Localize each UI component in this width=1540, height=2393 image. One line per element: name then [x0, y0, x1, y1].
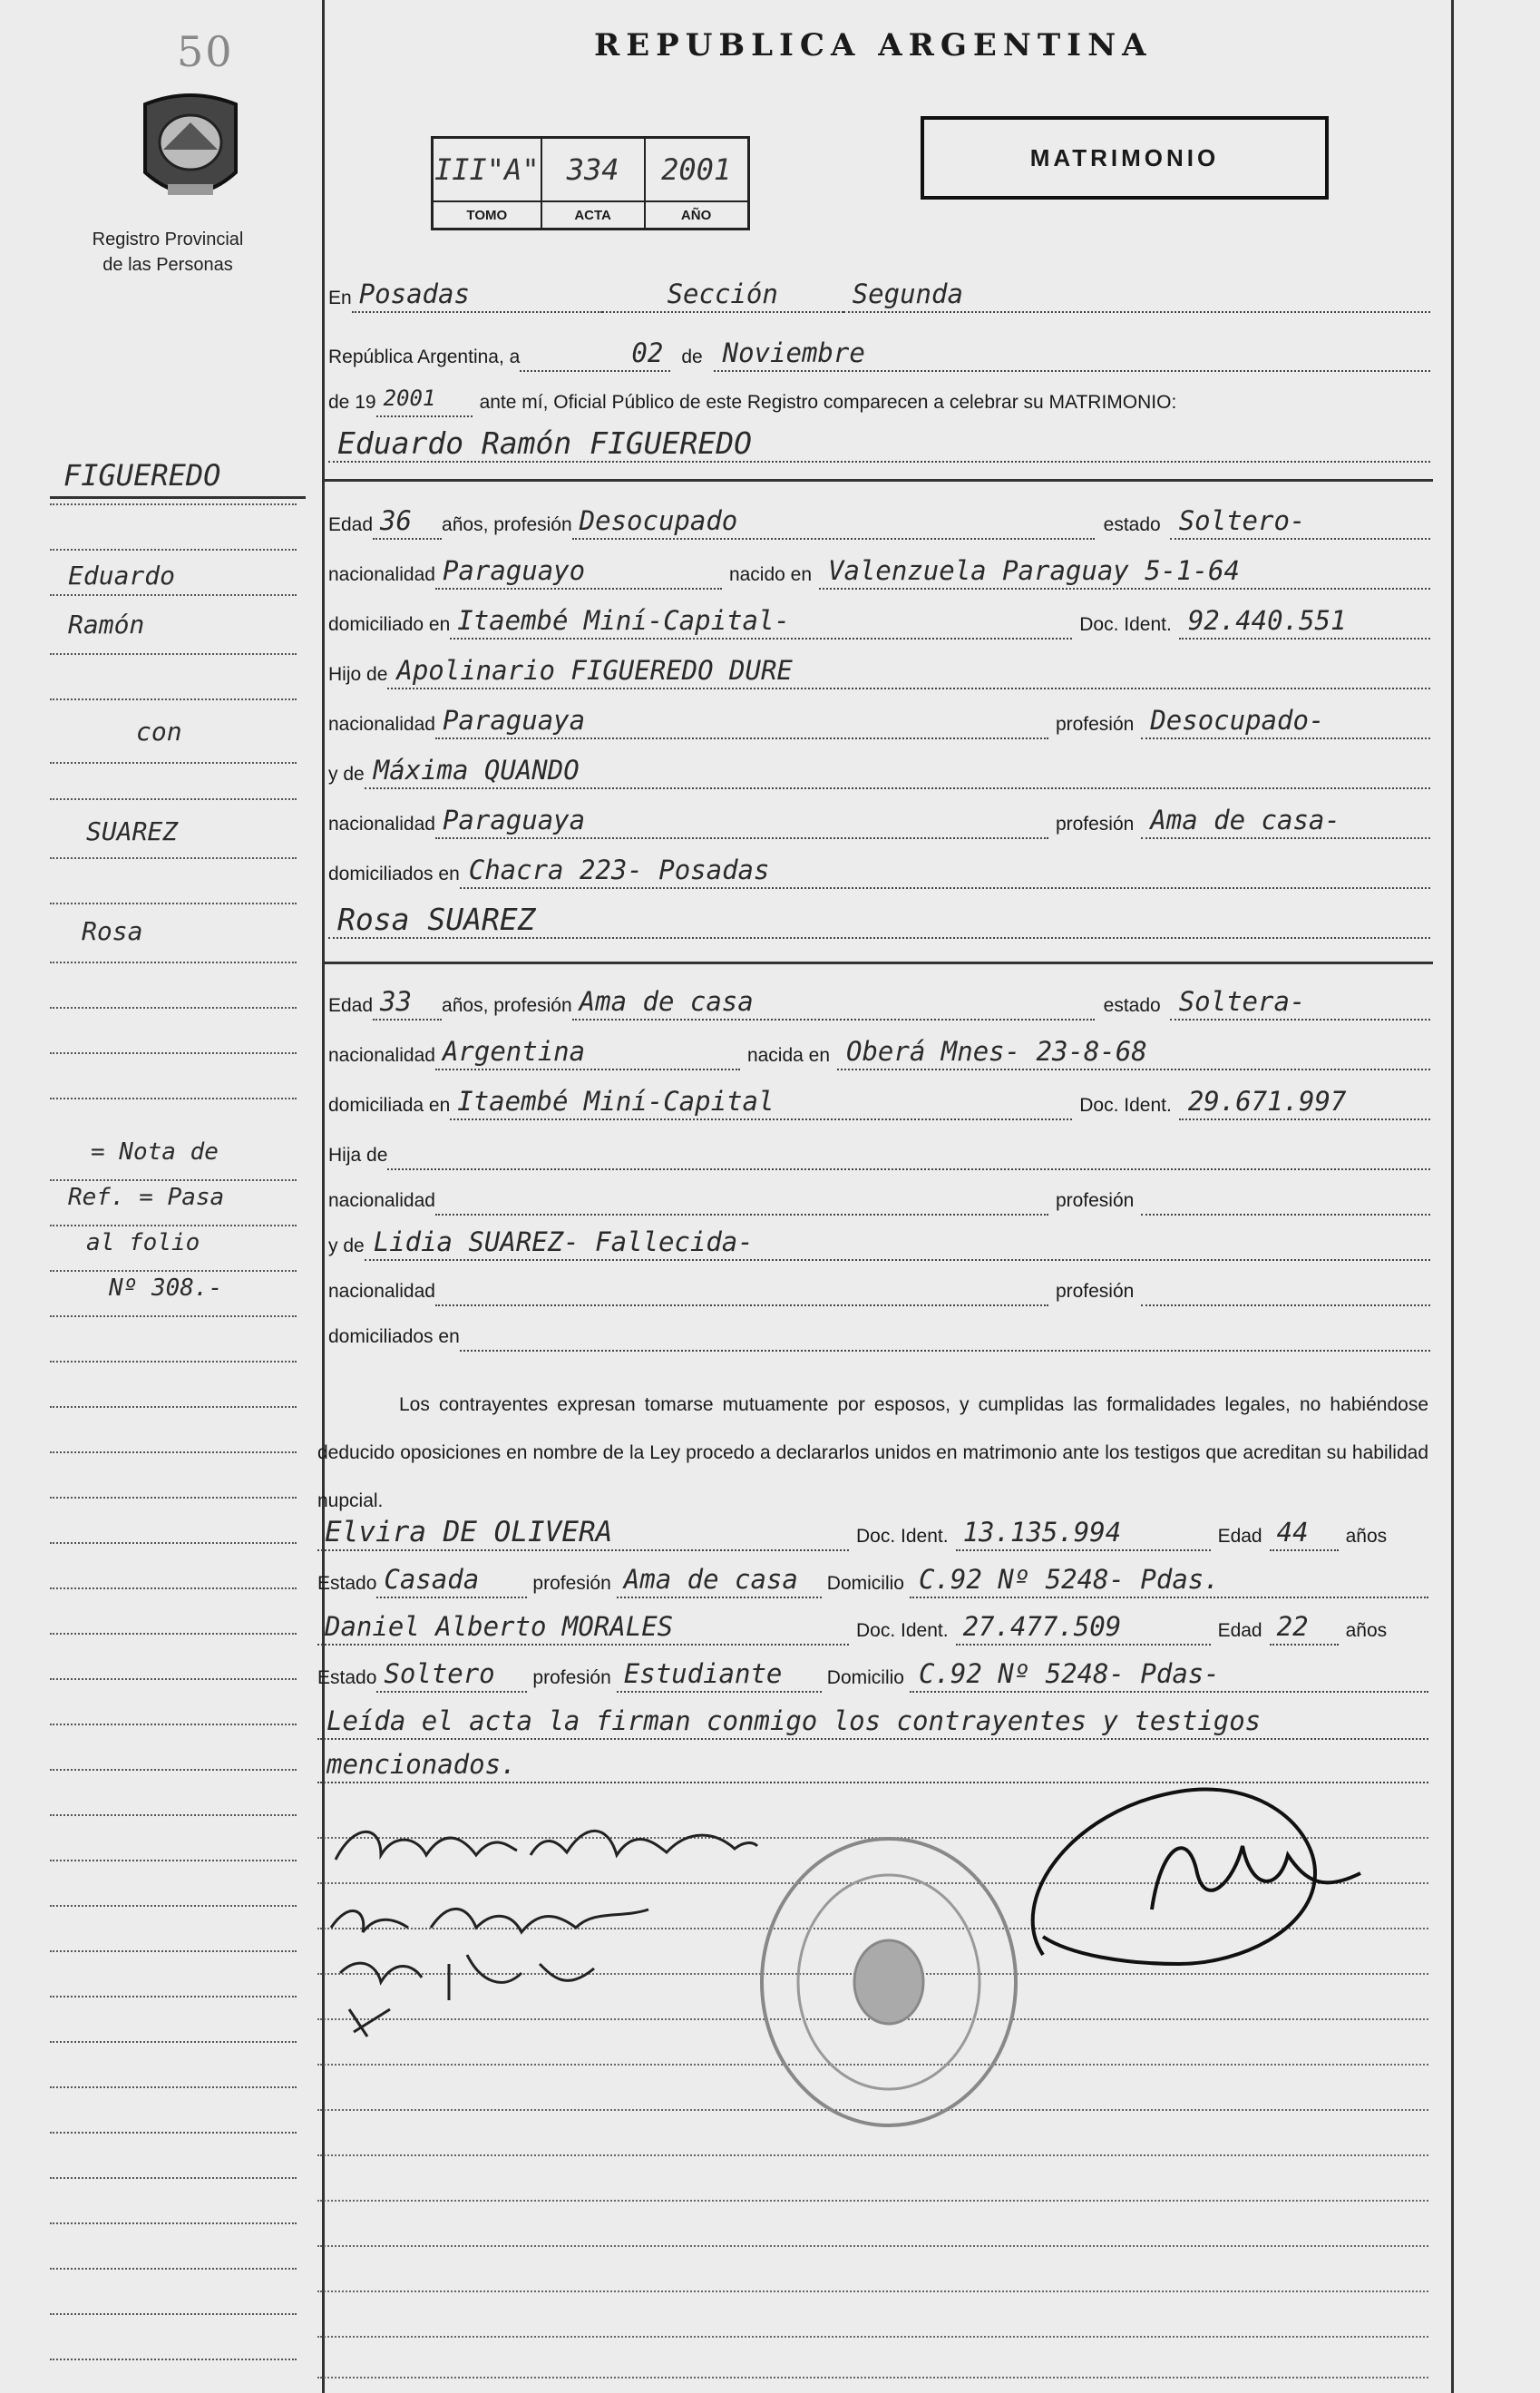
groom-father: Apolinario FIGUEREDO DURE: [387, 653, 1430, 689]
witness-1-address: C.92 Nº 5248- Pdas.: [910, 1562, 1428, 1598]
margin-rule-line: [50, 1098, 297, 1099]
label-en: En: [328, 288, 352, 308]
margin-rule-line: [50, 2222, 297, 2224]
margin-rule-line: [50, 2313, 297, 2315]
margin-rule-line: [50, 2359, 297, 2360]
witness-1-profession: Ama de casa: [617, 1562, 822, 1598]
margin-surname-2: SUAREZ: [86, 816, 179, 846]
day-value: 02: [520, 336, 670, 372]
bride-mother-profession-blank: [1141, 1270, 1430, 1306]
bride-address-line: [328, 1084, 1430, 1120]
officer-signature: [1016, 1773, 1397, 2009]
label-nacionalidad: nacionalidad: [328, 814, 435, 835]
margin-rule-line: [50, 1179, 297, 1181]
label-domiciliados-en: domiciliados en: [328, 864, 460, 884]
witness-2-detail-line: [317, 1656, 1428, 1693]
margin-rule-line: [50, 857, 297, 859]
declaration-paragraph: Los contrayentes expresan tomarse mutuamente por esposos, y cumplidas las formalidades legales, no habiéndose deducido oposiciones en nombre de la Ley procedo a declararlos unidos en matrimonio ante los testigos que acreditan su habilidad nupcial.: [317, 1394, 1428, 1511]
groom-signature: [327, 1814, 762, 1878]
bride-father-line: [328, 1134, 1430, 1170]
bride-age: 33: [373, 984, 442, 1021]
groom-father-nationality: Paraguaya: [435, 703, 1048, 739]
groom-birthplace: Valenzuela Paraguay 5-1-64: [819, 553, 1430, 590]
margin-note-2: Ref. = Pasa: [68, 1184, 225, 1211]
official-stamp-icon: [753, 1832, 1025, 2132]
bride-mother-nationality-blank: [435, 1270, 1048, 1306]
margin-rule-line: [50, 2132, 297, 2134]
label-nacionalidad: nacionalidad: [328, 1190, 435, 1211]
bride-name: Rosa SUAREZ: [328, 903, 1430, 939]
groom-address: Itaembé Miní-Capital-: [450, 603, 1072, 640]
margin-rule-line: [50, 903, 297, 904]
groom-father-line: [328, 653, 1430, 689]
margin-rule-line: [50, 762, 297, 764]
seccion-label: Sección: [602, 277, 843, 313]
label-profesion: profesión: [1055, 1190, 1135, 1211]
label-nacionalidad: nacionalidad: [328, 1045, 435, 1066]
margin-rule-line: [50, 1361, 297, 1363]
margin-rule-line: [50, 1860, 297, 1861]
label-doc-ident: Doc. Ident.: [1079, 614, 1172, 635]
label-nacionalidad: nacionalidad: [328, 714, 435, 735]
witness-1-status: Casada: [376, 1562, 527, 1598]
groom-mother-line: [328, 753, 1430, 789]
acta-label: ACTA: [541, 201, 645, 230]
label-profesion: profesión: [1055, 814, 1135, 835]
margin-rule-line: [50, 1769, 297, 1771]
bride-address: Itaembé Miní-Capital: [450, 1084, 1072, 1120]
margin-note-4: Nº 308.-: [109, 1275, 223, 1302]
margin-rule-line: [50, 1587, 297, 1589]
bride-separator: [322, 962, 1433, 964]
margin-rule-line: [50, 2177, 297, 2179]
ruled-line: [317, 2245, 1428, 2247]
date-line: [328, 336, 1430, 372]
margin-rule-line: [50, 2041, 297, 2043]
margin-rule-line: [50, 503, 297, 505]
label-edad: Edad: [328, 995, 374, 1016]
tomo-value: III"A": [433, 138, 541, 202]
label-domiciliado-en: domiciliado en: [328, 614, 451, 635]
ruled-line: [317, 2336, 1428, 2338]
margin-given-1a: Eduardo: [68, 561, 176, 591]
bride-father-nationality-blank: [435, 1179, 1048, 1216]
groom-parents-address-line: [328, 853, 1430, 889]
margin-rule-line: [50, 962, 297, 963]
label-estado: estado: [1103, 514, 1161, 535]
label-doc-ident: Doc. Ident.: [856, 1620, 949, 1641]
bride-birthplace: Oberá Mnes- 23-8-68: [837, 1034, 1430, 1070]
label-nacionalidad: nacionalidad: [328, 564, 435, 585]
margin-rule-line: [50, 1633, 297, 1635]
bride-doc: 29.671.997: [1179, 1084, 1430, 1120]
groom-age: 36: [373, 503, 442, 540]
label-y-de: y de: [328, 764, 365, 785]
label-edad: Edad: [1217, 1526, 1262, 1547]
groom-parents-address: Chacra 223- Posadas: [460, 853, 1430, 889]
groom-nationality-line: [328, 553, 1430, 590]
margin-rule-line: [50, 1678, 297, 1680]
ruled-line: [317, 2377, 1428, 2378]
bride-nationality: Argentina: [435, 1034, 740, 1070]
groom-age-line: [328, 503, 1430, 540]
margin-rule-line: [50, 1950, 297, 1952]
ruled-line: [317, 2290, 1428, 2292]
witness-1-doc: 13.135.994: [956, 1515, 1211, 1551]
closing-text-2: mencionados.: [317, 1747, 1428, 1783]
label-hija-de: Hija de: [328, 1145, 388, 1166]
groom-name: Eduardo Ramón FIGUEREDO: [328, 426, 1430, 463]
margin-rule-line: [50, 594, 297, 596]
margin-rule-line: [50, 2268, 297, 2270]
label-de19: de 19: [328, 392, 376, 413]
margin-rule-line: [50, 1542, 297, 1544]
witness-2-address: C.92 Nº 5248- Pdas-: [910, 1656, 1428, 1693]
bride-parents-address-blank: [460, 1315, 1430, 1352]
margin-rule-line: [50, 1451, 297, 1453]
bride-nationality-line: [328, 1034, 1430, 1070]
witness-2-name: Daniel Alberto MORALES: [317, 1609, 849, 1646]
page-number: 50: [177, 27, 234, 76]
label-doc-ident: Doc. Ident.: [1079, 1095, 1172, 1116]
margin-con: con: [136, 717, 182, 747]
intro-text: ante mí, Oficial Público de este Registro comparecen a celebrar su MATRIMONIO:: [479, 392, 1177, 413]
label-anos-profesion: años, profesión: [442, 514, 572, 535]
witness-2-profession: Estudiante: [617, 1656, 822, 1693]
witness-2-doc: 27.477.509: [956, 1609, 1211, 1646]
margin-rule-line: [50, 1225, 297, 1226]
registry-table: [431, 136, 750, 230]
label-anos: años: [1345, 1526, 1388, 1547]
org-line-1: Registro Provincial: [92, 230, 244, 249]
ano-value: 2001: [645, 138, 749, 202]
groom-father-nat-line: [328, 703, 1430, 739]
groom-mother-nat-line: [328, 803, 1430, 839]
margin-rule-line: [50, 1406, 297, 1408]
bride-name-line: [328, 903, 1430, 939]
bride-mother-nat-line: [328, 1270, 1430, 1306]
witness-2-status: Soltero: [376, 1656, 527, 1693]
groom-nationality: Paraguayo: [435, 553, 722, 590]
margin-rule-line: [50, 2086, 297, 2088]
margin-rule-line: [50, 1270, 297, 1272]
margin-rule-line: [50, 1814, 297, 1816]
provincial-seal-icon: [136, 86, 245, 213]
margin-rule-line: [50, 549, 297, 551]
label-estado: estado: [1103, 995, 1161, 1016]
label-profesion: profesión: [532, 1573, 611, 1594]
margin-rule-line: [50, 698, 297, 700]
bride-mother: Lidia SUAREZ- Fallecida-: [365, 1225, 1430, 1261]
margin-surname-1: FIGUEREDO: [63, 458, 221, 493]
margin-rule-line: [50, 1007, 297, 1009]
bride-age-line: [328, 984, 1430, 1021]
acta-value: 334: [541, 138, 645, 202]
label-nacido-en: nacido en: [728, 564, 813, 585]
groom-mother: Máxima QUANDO: [365, 753, 1430, 789]
bride-father-blank: [387, 1134, 1430, 1170]
witness-1-age: 44: [1270, 1515, 1339, 1551]
right-rule: [1451, 0, 1454, 2393]
margin-name-underline: [50, 496, 306, 499]
bride-father-profession-blank: [1141, 1179, 1430, 1216]
label-profesion: profesión: [532, 1667, 611, 1688]
closing-text-1: Leída el acta la firman conmigo los contrayentes y testigos: [317, 1704, 1428, 1740]
witness-1-line: [317, 1515, 1428, 1551]
margin-note-1: = Nota de: [91, 1138, 219, 1166]
year-value: 2001: [376, 381, 473, 417]
bride-status: Soltera-: [1170, 984, 1430, 1021]
bride-father-nat-line: [328, 1179, 1430, 1216]
country-title: REPUBLICA ARGENTINA: [594, 27, 1153, 63]
label-anos: años: [1345, 1620, 1388, 1641]
groom-doc: 92.440.551: [1179, 603, 1430, 640]
label-hijo-de: Hijo de: [328, 664, 388, 685]
groom-profession: Desocupado: [572, 503, 1095, 540]
bride-parents-address-line: [328, 1315, 1430, 1352]
margin-given-1b: Ramón: [68, 610, 145, 640]
record-type-box: MATRIMONIO: [921, 116, 1329, 200]
witness-2-age: 22: [1270, 1609, 1339, 1646]
label-edad: Edad: [328, 514, 374, 535]
margin-rule-line: [50, 1497, 297, 1499]
witness-2-line: [317, 1609, 1428, 1646]
org-line-2: de las Personas: [102, 255, 233, 275]
year-line: [328, 381, 1430, 417]
label-anos-profesion: años, profesión: [442, 995, 572, 1016]
margin-note-3: al folio: [86, 1229, 200, 1256]
witness-1-name: Elvira DE OLIVERA: [317, 1515, 849, 1551]
place-line: [328, 277, 1430, 313]
label-profesion: profesión: [1055, 1281, 1135, 1302]
ano-label: AÑO: [645, 201, 749, 230]
label-doc-ident: Doc. Ident.: [856, 1526, 949, 1547]
groom-mother-profession: Ama de casa-: [1141, 803, 1430, 839]
margin-given-2: Rosa: [82, 916, 143, 946]
ruled-line: [317, 2200, 1428, 2202]
margin-rule-line: [50, 1996, 297, 1997]
groom-name-line: [328, 426, 1430, 463]
groom-status: Soltero-: [1170, 503, 1430, 540]
groom-separator: [322, 479, 1433, 482]
label-domiciliados-en: domiciliados en: [328, 1326, 460, 1347]
groom-address-line: [328, 603, 1430, 640]
month-value: Noviembre: [714, 336, 1430, 372]
label-republica: República Argentina, a: [328, 347, 521, 367]
label-estado: Estado: [317, 1573, 377, 1594]
label-nacida-en: nacida en: [746, 1045, 831, 1066]
label-domicilio: Domicilio: [826, 1667, 904, 1688]
margin-rule-line: [50, 653, 297, 655]
label-domicilio: Domicilio: [826, 1573, 904, 1594]
label-edad: Edad: [1217, 1620, 1262, 1641]
margin-rule-line: [50, 1905, 297, 1907]
margin-rule-line: [50, 1052, 297, 1054]
issuing-organization: [86, 227, 249, 278]
groom-mother-nationality: Paraguaya: [435, 803, 1048, 839]
bride-mother-line: [328, 1225, 1430, 1261]
groom-father-profession: Desocupado-: [1141, 703, 1430, 739]
label-nacionalidad: nacionalidad: [328, 1281, 435, 1302]
bride-profession: Ama de casa: [572, 984, 1095, 1021]
margin-rule-line: [50, 1724, 297, 1725]
closing-line-1: [317, 1704, 1428, 1740]
label-estado: Estado: [317, 1667, 377, 1688]
tomo-label: TOMO: [433, 201, 541, 230]
label-de: de: [681, 347, 703, 367]
margin-rule-line: [50, 1315, 297, 1317]
label-profesion: profesión: [1055, 714, 1135, 735]
label-y-de: y de: [328, 1236, 365, 1256]
bride-and-witness-signatures: [322, 1891, 667, 2041]
margin-rule-line: [50, 798, 297, 800]
seccion-value: Segunda: [843, 277, 1430, 313]
ruled-line: [317, 2154, 1428, 2156]
witness-1-detail-line: [317, 1562, 1428, 1598]
city-value: Posadas: [352, 277, 602, 313]
label-domiciliada-en: domiciliada en: [328, 1095, 451, 1116]
